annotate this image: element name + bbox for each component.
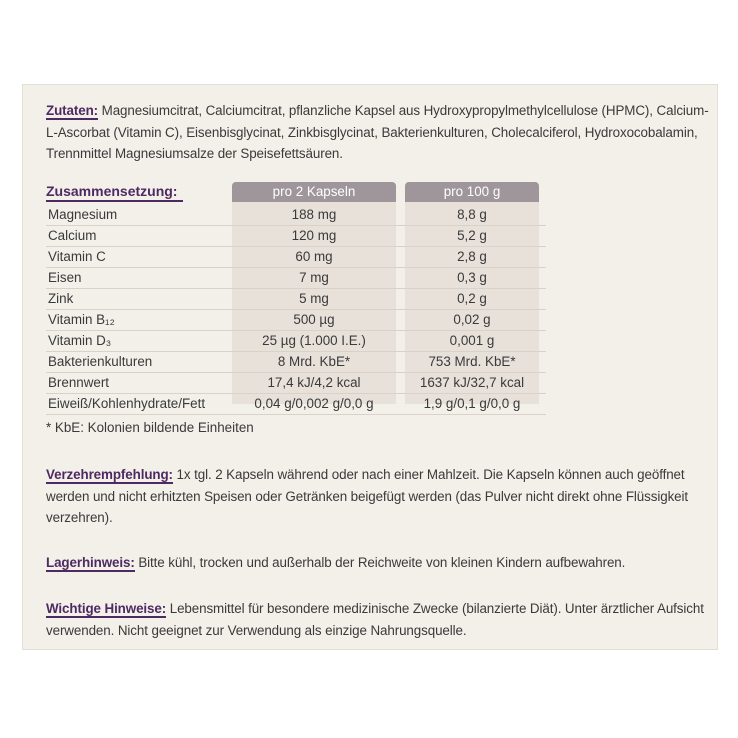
table-row xyxy=(46,352,546,373)
footnote: * KbE: Kolonien bildende Einheiten xyxy=(46,420,254,435)
dosage-heading: Verzehrempfehlung: xyxy=(46,467,173,482)
nutrient-name: Vitamin D₃ xyxy=(48,333,112,348)
storage-heading: Lagerhinweis: xyxy=(46,555,135,570)
value-per-2-capsules: 60 mg xyxy=(295,249,333,264)
nutrient-name: Magnesium xyxy=(48,207,118,222)
table-row xyxy=(46,394,546,415)
value-per-2-capsules: 188 mg xyxy=(291,207,337,222)
column-header-per-2-capsules: pro 2 Kapseln xyxy=(232,182,396,202)
value-per-100g: 8,8 g xyxy=(457,207,487,222)
nutrient-name: Eisen xyxy=(48,270,82,285)
table-row xyxy=(46,373,546,394)
dosage-section xyxy=(46,464,712,529)
nutrient-name: Vitamin C xyxy=(48,249,106,264)
table-row xyxy=(46,289,546,310)
notes-section xyxy=(46,598,712,641)
storage-section xyxy=(46,552,712,574)
value-per-2-capsules: 7 mg xyxy=(299,270,329,285)
storage-text: Bitte kühl, trocken und außerhalb der Reichweite von kleinen Kindern aufbewahren. xyxy=(134,555,626,570)
value-per-2-capsules: 120 mg xyxy=(291,228,337,243)
table-row xyxy=(46,268,546,289)
value-per-100g: 0,3 g xyxy=(457,270,487,285)
composition-table xyxy=(46,205,546,415)
ingredients-section xyxy=(46,100,712,165)
value-per-2-capsules: 17,4 kJ/4,2 kcal xyxy=(267,375,361,390)
value-per-100g: 0,02 g xyxy=(453,312,491,327)
value-per-100g: 5,2 g xyxy=(457,228,487,243)
table-row xyxy=(46,226,546,247)
value-per-2-capsules: 25 µg (1.000 I.E.) xyxy=(262,333,366,348)
notes-text: Lebensmittel für besondere medizinische Zwecke (bilanzierte Diät). Unter ärztlicher Aufsicht verwenden. Nicht geeignet zur Verwendung als einzige Nahrungsquelle. xyxy=(46,601,704,638)
nutrient-name: Brennwert xyxy=(48,375,110,390)
nutrient-name: Bakterienkulturen xyxy=(48,354,153,369)
value-per-100g: 2,8 g xyxy=(457,249,487,264)
value-per-2-capsules: 8 Mrd. KbE* xyxy=(277,354,351,369)
nutrient-name: Eiweiß/Kohlenhydrate/Fett xyxy=(48,396,206,411)
value-per-100g: 0,001 g xyxy=(449,333,495,348)
value-per-100g: 1,9 g/0,1 g/0,0 g xyxy=(423,396,521,411)
value-per-100g: 753 Mrd. KbE* xyxy=(428,354,516,369)
table-row xyxy=(46,310,546,331)
table-row xyxy=(46,247,546,268)
table-row xyxy=(46,331,546,352)
value-per-2-capsules: 0,04 g/0,002 g/0,0 g xyxy=(254,396,374,411)
notes-heading: Wichtige Hinweise: xyxy=(46,601,167,616)
nutrient-name: Calcium xyxy=(48,228,97,243)
composition-title: Zusammensetzung: xyxy=(46,182,183,202)
value-per-100g: 0,2 g xyxy=(457,291,487,306)
value-per-100g: 1637 kJ/32,7 kcal xyxy=(419,375,525,390)
nutrient-name: Vitamin B₁₂ xyxy=(48,312,115,327)
table-row xyxy=(46,205,546,226)
value-per-2-capsules: 500 µg xyxy=(293,312,335,327)
value-per-2-capsules: 5 mg xyxy=(299,291,329,306)
ingredients-heading: Zutaten: xyxy=(46,103,99,118)
column-header-per-100g: pro 100 g xyxy=(405,182,539,202)
ingredients-text: Magnesiumcitrat, Calciumcitrat, pflanzliche Kapsel aus Hydroxypropylmethylcellulose (HPMC), Calcium-L-Ascorbat (Vitamin C), Eisenbisglycinat, Zinkbisglycinat, Bakterienkulturen, Cholecalciferol, Hydroxocobalamin, Trennmittel Magnesiumsalze der Speisefettsäuren. xyxy=(46,103,709,161)
nutrient-name: Zink xyxy=(48,291,74,306)
dosage-text: 1x tgl. 2 Kapseln während oder nach einer Mahlzeit. Die Kapseln können auch geöffnet werden und nicht erhitzten Speisen oder Getränken beigefügt werden (das Pulver nicht direkt ohne Flüssigkeit verzehren). xyxy=(46,467,689,525)
